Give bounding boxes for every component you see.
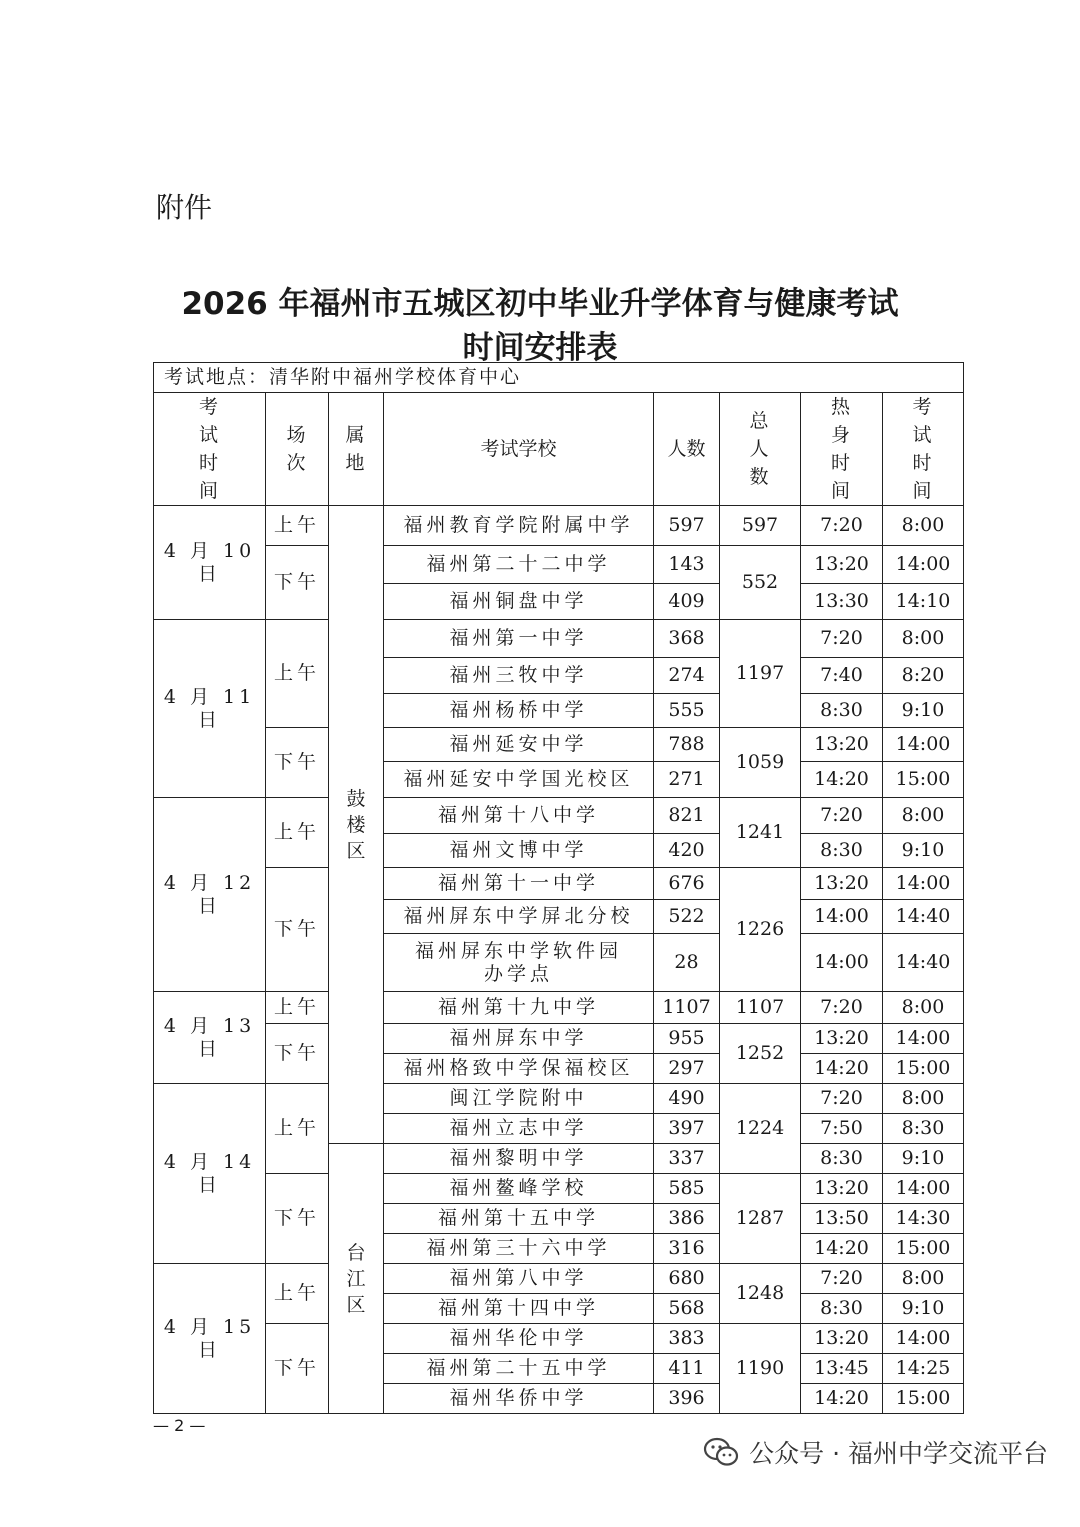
session-cell: 下午 (266, 546, 329, 620)
count-cell: 396 (654, 1384, 720, 1414)
warmup-cell: 14:20 (801, 1054, 883, 1084)
header-district: 属地 (329, 393, 384, 506)
warmup-cell: 14:20 (801, 1384, 883, 1414)
table-row (154, 992, 964, 1024)
count-cell: 1107 (654, 992, 720, 1024)
session-cell: 上午 (266, 798, 329, 868)
table-row (154, 1174, 964, 1204)
district-label: 鼓楼区 (346, 787, 366, 862)
table-row (154, 546, 964, 584)
wechat-icon (703, 1437, 739, 1467)
exam-cell: 14:00 (883, 1024, 964, 1054)
exam-cell: 15:00 (883, 1054, 964, 1084)
warmup-cell: 13:20 (801, 1174, 883, 1204)
schedule-table (153, 362, 964, 1414)
exam-cell: 8:30 (883, 1114, 964, 1144)
header-exam: 考试时间 (883, 393, 964, 506)
school-cell: 福州延安中学国光校区 (384, 762, 654, 798)
exam-cell: 14:00 (883, 546, 964, 584)
warmup-cell: 7:20 (801, 620, 883, 658)
school-cell: 福州三牧中学 (384, 658, 654, 694)
warmup-cell: 7:20 (801, 992, 883, 1024)
table-row (154, 620, 964, 658)
doc-title-line2: 时间安排表 (462, 330, 618, 366)
doc-title-line1: 2026 年福州市五城区初中毕业升学体育与健康考试 (181, 286, 899, 322)
count-cell: 676 (654, 868, 720, 900)
exam-cell: 9:10 (883, 1144, 964, 1174)
header-school: 考试学校 (384, 393, 654, 506)
count-cell: 316 (654, 1234, 720, 1264)
count-cell: 274 (654, 658, 720, 694)
attachment-label: 附件 (156, 191, 213, 224)
exam-cell: 8:00 (883, 992, 964, 1024)
exam-location: 考试地点：清华附中福州学校体育中心 (154, 363, 964, 393)
total-cell: 1059 (720, 728, 801, 798)
school-cell: 福州屏东中学 (384, 1024, 654, 1054)
school-cell: 福州延安中学 (384, 728, 654, 762)
warmup-cell: 7:20 (801, 798, 883, 834)
total-cell: 1197 (720, 620, 801, 728)
school-cell: 福州铜盘中学 (384, 584, 654, 620)
exam-cell: 8:00 (883, 620, 964, 658)
table-row (154, 1024, 964, 1054)
header-count: 人数 (654, 393, 720, 506)
total-cell: 1226 (720, 868, 801, 992)
exam-cell: 14:00 (883, 868, 964, 900)
session-cell: 下午 (266, 728, 329, 798)
date-cell: 4 月 15 日 (154, 1264, 266, 1414)
warmup-cell: 13:20 (801, 1024, 883, 1054)
exam-cell: 14:10 (883, 584, 964, 620)
warmup-cell: 7:20 (801, 1264, 883, 1294)
warmup-cell: 8:30 (801, 1294, 883, 1324)
count-cell: 522 (654, 900, 720, 934)
count-cell: 28 (654, 934, 720, 992)
header-session: 场次 (266, 393, 329, 506)
warmup-cell: 7:20 (801, 506, 883, 546)
warmup-cell: 13:45 (801, 1354, 883, 1384)
count-cell: 555 (654, 694, 720, 728)
count-cell: 955 (654, 1024, 720, 1054)
school-cell: 福州屏东中学软件园办学点 (384, 934, 654, 992)
school-cell: 福州格致中学保福校区 (384, 1054, 654, 1084)
warmup-cell: 7:40 (801, 658, 883, 694)
school-cell: 福州鳌峰学校 (384, 1174, 654, 1204)
warmup-cell: 14:00 (801, 934, 883, 992)
school-cell: 闽江学院附中 (384, 1084, 654, 1114)
warmup-cell: 13:20 (801, 1324, 883, 1354)
school-cell: 福州第十一中学 (384, 868, 654, 900)
warmup-cell: 13:30 (801, 584, 883, 620)
exam-cell: 15:00 (883, 1384, 964, 1414)
exam-cell: 14:40 (883, 934, 964, 992)
exam-cell: 14:40 (883, 900, 964, 934)
warmup-cell: 13:50 (801, 1204, 883, 1234)
count-cell: 397 (654, 1114, 720, 1144)
warmup-cell: 14:00 (801, 900, 883, 934)
warmup-cell: 8:30 (801, 834, 883, 868)
date-cell: 4 月 11 日 (154, 620, 266, 798)
exam-cell: 14:00 (883, 1324, 964, 1354)
school-cell: 福州第二十二中学 (384, 546, 654, 584)
watermark (703, 1434, 1048, 1470)
count-cell: 411 (654, 1354, 720, 1384)
warmup-cell: 7:50 (801, 1114, 883, 1144)
count-cell: 420 (654, 834, 720, 868)
count-cell: 680 (654, 1264, 720, 1294)
school-cell: 福州屏东中学屏北分校 (384, 900, 654, 934)
warmup-cell: 13:20 (801, 728, 883, 762)
exam-cell: 8:20 (883, 658, 964, 694)
count-cell: 409 (654, 584, 720, 620)
count-cell: 788 (654, 728, 720, 762)
table-row (154, 506, 964, 546)
header-row (154, 393, 964, 506)
count-cell: 597 (654, 506, 720, 546)
school-cell: 福州华伦中学 (384, 1324, 654, 1354)
total-cell: 597 (720, 506, 801, 546)
exam-cell: 8:00 (883, 1084, 964, 1114)
session-cell: 上午 (266, 506, 329, 546)
warmup-cell: 14:20 (801, 1234, 883, 1264)
school-cell: 福州教育学院附属中学 (384, 506, 654, 546)
district-cell (329, 506, 384, 1144)
warmup-cell: 13:20 (801, 868, 883, 900)
count-cell: 143 (654, 546, 720, 584)
date-cell: 4 月 14 日 (154, 1084, 266, 1264)
warmup-cell: 14:20 (801, 762, 883, 798)
school-cell: 福州第三十六中学 (384, 1234, 654, 1264)
warmup-cell: 8:30 (801, 1144, 883, 1174)
date-cell: 4 月 13 日 (154, 992, 266, 1084)
total-cell: 1241 (720, 798, 801, 868)
count-cell: 568 (654, 1294, 720, 1324)
warmup-cell: 13:20 (801, 546, 883, 584)
exam-cell: 14:00 (883, 728, 964, 762)
exam-cell: 14:25 (883, 1354, 964, 1384)
school-cell: 福州立志中学 (384, 1114, 654, 1144)
warmup-cell: 8:30 (801, 694, 883, 728)
count-cell: 490 (654, 1084, 720, 1114)
table-row (154, 728, 964, 762)
school-cell: 福州第二十五中学 (384, 1354, 654, 1384)
school-cell: 福州黎明中学 (384, 1144, 654, 1174)
total-cell: 1287 (720, 1174, 801, 1264)
school-cell: 福州第十九中学 (384, 992, 654, 1024)
district-cell (329, 1144, 384, 1414)
count-cell: 337 (654, 1144, 720, 1174)
count-cell: 585 (654, 1174, 720, 1204)
header-warmup: 热身时间 (801, 393, 883, 506)
date-cell: 4 月 10 日 (154, 506, 266, 620)
session-cell: 上午 (266, 1264, 329, 1324)
table-row (154, 1084, 964, 1114)
school-cell: 福州华侨中学 (384, 1384, 654, 1414)
page-number: — 2 — (153, 1416, 206, 1435)
count-cell: 386 (654, 1204, 720, 1234)
total-cell: 1190 (720, 1324, 801, 1414)
school-cell: 福州第十五中学 (384, 1204, 654, 1234)
session-cell: 下午 (266, 1324, 329, 1414)
header-total: 总人数 (720, 393, 801, 506)
exam-cell: 8:00 (883, 1264, 964, 1294)
table-row (154, 868, 964, 900)
exam-cell: 9:10 (883, 694, 964, 728)
school-cell: 福州第十四中学 (384, 1294, 654, 1324)
total-cell: 552 (720, 546, 801, 620)
session-cell: 上午 (266, 992, 329, 1024)
total-cell: 1107 (720, 992, 801, 1024)
count-cell: 821 (654, 798, 720, 834)
total-cell: 1252 (720, 1024, 801, 1084)
school-cell: 福州杨桥中学 (384, 694, 654, 728)
warmup-cell: 7:20 (801, 1084, 883, 1114)
exam-cell: 9:10 (883, 834, 964, 868)
table-row (154, 798, 964, 834)
session-cell: 上午 (266, 620, 329, 728)
date-cell: 4 月 12 日 (154, 798, 266, 992)
session-cell: 上午 (266, 1084, 329, 1174)
session-cell: 下午 (266, 868, 329, 992)
count-cell: 383 (654, 1324, 720, 1354)
session-cell: 下午 (266, 1024, 329, 1084)
school-cell: 福州第十八中学 (384, 798, 654, 834)
count-cell: 297 (654, 1054, 720, 1084)
district-label: 台江区 (346, 1241, 366, 1316)
exam-cell: 9:10 (883, 1294, 964, 1324)
watermark-text: 公众号 · 福州中学交流平台 (749, 1439, 1048, 1468)
exam-cell: 15:00 (883, 1234, 964, 1264)
school-cell: 福州文博中学 (384, 834, 654, 868)
total-cell: 1248 (720, 1264, 801, 1324)
table-row (154, 1264, 964, 1294)
exam-cell: 8:00 (883, 506, 964, 546)
count-cell: 368 (654, 620, 720, 658)
exam-cell: 14:00 (883, 1174, 964, 1204)
exam-cell: 14:30 (883, 1204, 964, 1234)
exam-cell: 15:00 (883, 762, 964, 798)
exam-cell: 8:00 (883, 798, 964, 834)
session-cell: 下午 (266, 1174, 329, 1264)
header-exam-time: 考试时间 (154, 393, 266, 506)
school-cell: 福州第八中学 (384, 1264, 654, 1294)
table-row (154, 1324, 964, 1354)
count-cell: 271 (654, 762, 720, 798)
school-cell: 福州第一中学 (384, 620, 654, 658)
total-cell: 1224 (720, 1084, 801, 1174)
